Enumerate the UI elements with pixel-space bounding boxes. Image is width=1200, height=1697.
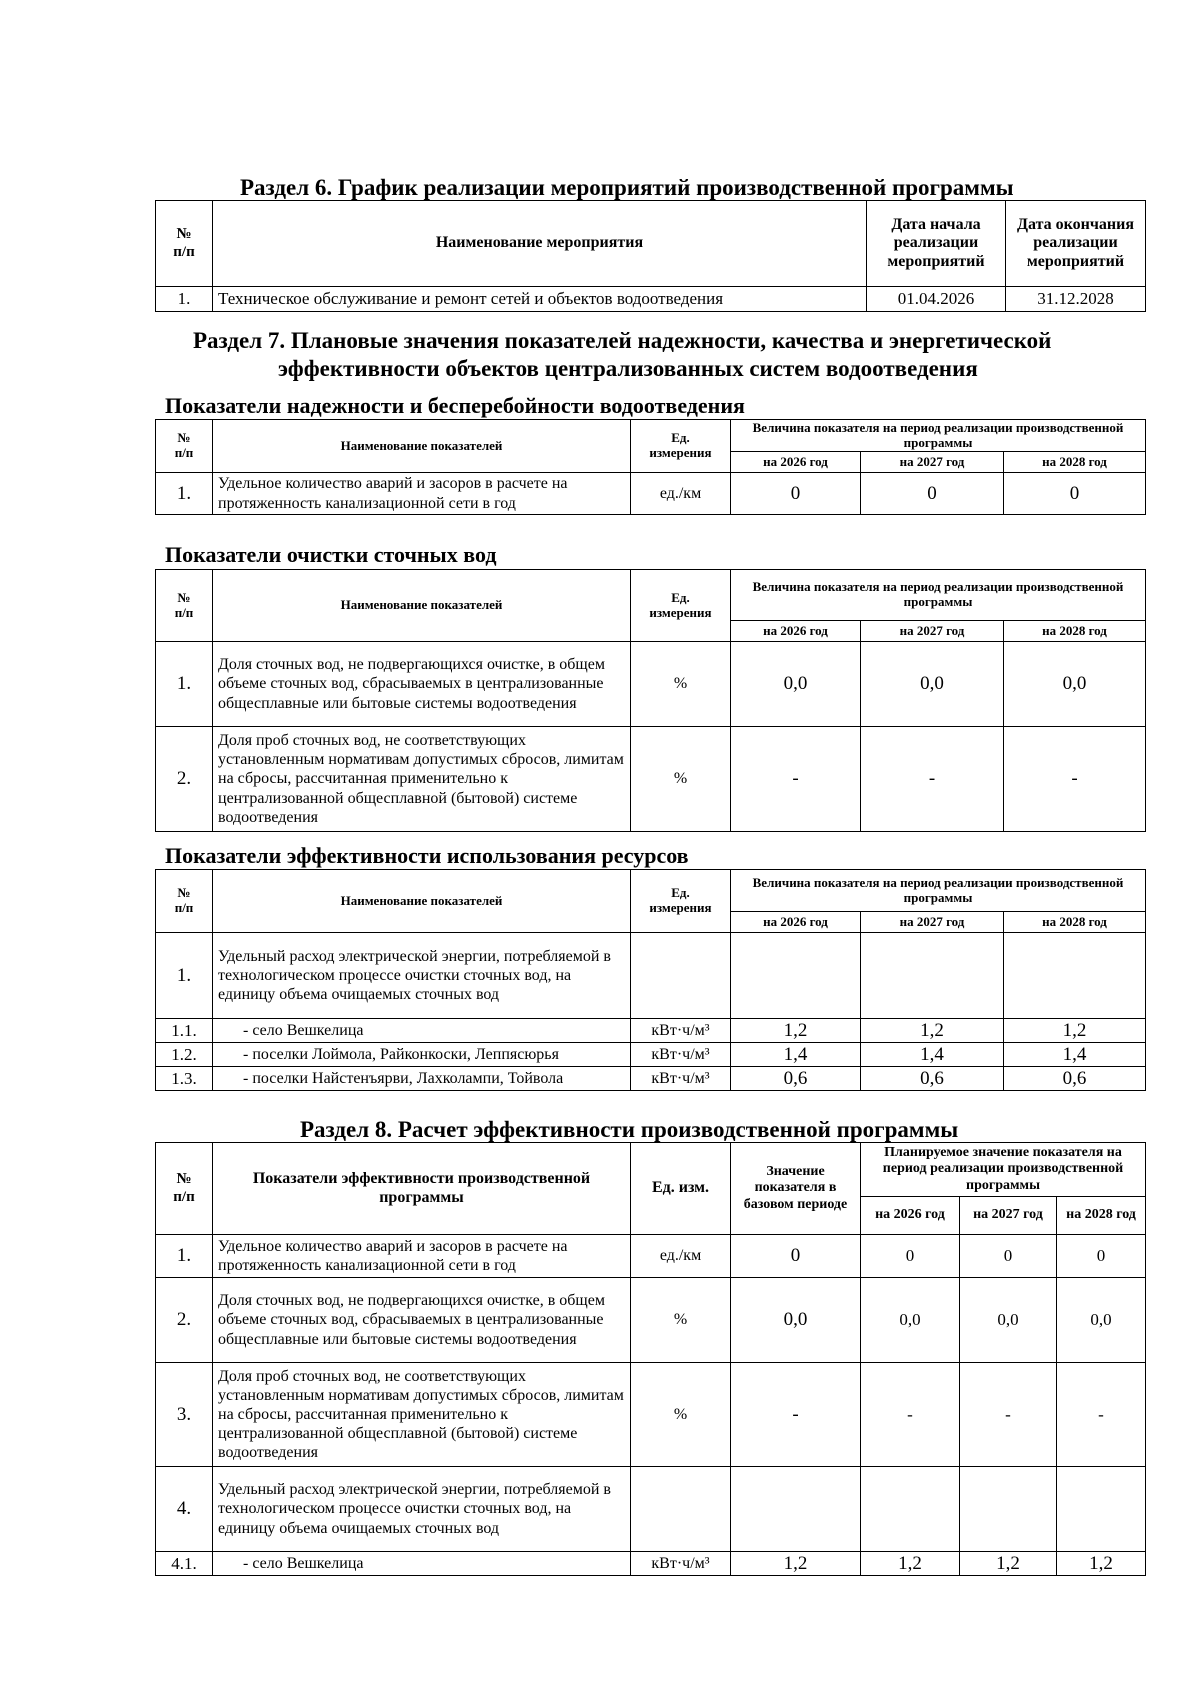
year-2026-header: на 2026 год [731, 912, 861, 933]
value-group-header: Величина показателя на период реализации производственной программы [731, 870, 1146, 912]
row-unit [631, 1467, 731, 1552]
row-value-2026: 0 [731, 473, 861, 515]
row-name: Техническое обслуживание и ремонт сетей и объектов водоотведения [213, 287, 867, 312]
section-7-title-line1: Раздел 7. Плановые значения показателей надежности, качества и энергетической [193, 328, 1052, 353]
row-unit: ед./км [631, 473, 731, 515]
year-2027-header: на 2027 год [861, 621, 1004, 642]
row-unit: кВт·ч/м³ [631, 1043, 731, 1067]
row-value-2028: 0,0 [1057, 1278, 1146, 1363]
row-num: 1. [156, 642, 213, 727]
row-value-2026 [731, 933, 861, 1019]
row-value-2027: 1,2 [861, 1019, 1004, 1043]
row-value-2028: 1,4 [1004, 1043, 1146, 1067]
col-name-header: Показатели эффективности производственной программы [213, 1143, 631, 1235]
row-base-value: - [731, 1363, 861, 1467]
row-base-value [731, 1467, 861, 1552]
row-unit: % [631, 1278, 731, 1363]
row-value-2026: 0,0 [731, 642, 861, 727]
row-num: 2. [156, 727, 213, 832]
row-num: 3. [156, 1363, 213, 1467]
row-value-2027: 1,2 [960, 1552, 1057, 1576]
col-num-header: № п/п [156, 201, 213, 287]
col-num-header: № п/п [156, 420, 213, 473]
row-name: Доля проб сточных вод, не соответствующих установленным нормативам допустимых сбросов, лимитам на сбросы, рассчитанная применительно к централизованной общесплавной (бытовой) системе водоотведения [213, 727, 631, 832]
row-unit: % [631, 642, 731, 727]
col-end-header: Дата окончания реализации мероприятий [1006, 201, 1146, 287]
col-num-header: № п/п [156, 870, 213, 933]
table-row [156, 1067, 1146, 1091]
row-unit: % [631, 727, 731, 832]
row-value-2026 [861, 1467, 960, 1552]
row-unit: кВт·ч/м³ [631, 1067, 731, 1091]
row-name: Доля сточных вод, не подвергающихся очистке, в общем объеме сточных вод, сбрасываемых в централизованные общесплавные или бытовые системы водоотведения [213, 642, 631, 727]
row-num: 1. [156, 1235, 213, 1278]
section-8-title: Раздел 8. Расчет эффективности производственной программы [300, 1117, 959, 1142]
row-num: 2. [156, 1278, 213, 1363]
col-name-header: Наименование показателей [213, 870, 631, 933]
row-name: Удельный расход электрической энергии, потребляемой в технологическом процессе очистки сточных вод, на единицу объема очищаемых сточных вод [213, 933, 631, 1019]
row-name: - село Вешкелица [213, 1019, 631, 1043]
row-value-2027: 0 [861, 473, 1004, 515]
row-unit: кВт·ч/м³ [631, 1019, 731, 1043]
row-value-2028 [1057, 1467, 1146, 1552]
row-unit: кВт·ч/м³ [631, 1552, 731, 1576]
row-value-2028: 0 [1004, 473, 1146, 515]
row-num: 1. [156, 473, 213, 515]
row-value-2026: - [731, 727, 861, 832]
row-unit [631, 933, 731, 1019]
row-base-value: 0,0 [731, 1278, 861, 1363]
row-unit: % [631, 1363, 731, 1467]
table-row [156, 1043, 1146, 1067]
table-row [156, 1363, 1146, 1467]
col-name-header: Наименование показателей [213, 570, 631, 642]
table-row [156, 1019, 1146, 1043]
row-value-2026: 1,4 [731, 1043, 861, 1067]
efficiency-table [155, 869, 1146, 1091]
year-2027-header: на 2027 год [960, 1197, 1057, 1235]
row-value-2028: 0 [1057, 1235, 1146, 1278]
row-value-2027: - [960, 1363, 1057, 1467]
row-value-2028 [1004, 933, 1146, 1019]
table-header-row [156, 201, 1146, 287]
row-num: 1. [156, 287, 213, 312]
row-name: Доля сточных вод, не подвергающихся очистке, в общем объеме сточных вод, сбрасываемых в централизованные общесплавные или бытовые системы водоотведения [213, 1278, 631, 1363]
row-value-2027: 0,0 [960, 1278, 1057, 1363]
table-row [156, 287, 1146, 312]
year-2028-header: на 2028 год [1004, 912, 1146, 933]
row-value-2026: 0 [861, 1235, 960, 1278]
row-num: 1.1. [156, 1019, 213, 1043]
row-base-value: 1,2 [731, 1552, 861, 1576]
row-base-value: 0 [731, 1235, 861, 1278]
col-start-header: Дата начала реализации мероприятий [867, 201, 1006, 287]
year-2026-header: на 2026 год [731, 621, 861, 642]
section-6-title: Раздел 6. График реализации мероприятий производственной программы [240, 175, 1014, 200]
col-num-header: № п/п [156, 570, 213, 642]
year-2028-header: на 2028 год [1004, 621, 1146, 642]
row-value-2026: 0,6 [731, 1067, 861, 1091]
table-row [156, 1278, 1146, 1363]
section-8-table [155, 1142, 1146, 1576]
row-value-2026: 1,2 [731, 1019, 861, 1043]
year-2027-header: на 2027 год [861, 912, 1004, 933]
row-value-2027: 0,6 [861, 1067, 1004, 1091]
table-row [156, 727, 1146, 832]
row-value-2028: 1,2 [1004, 1019, 1146, 1043]
row-name: - село Вешкелица [213, 1552, 631, 1576]
table-row [156, 1467, 1146, 1552]
year-2028-header: на 2028 год [1004, 452, 1146, 473]
row-num: 1. [156, 933, 213, 1019]
col-num-header: № п/п [156, 1143, 213, 1235]
reliability-table [155, 419, 1146, 515]
year-2028-header: на 2028 год [1057, 1197, 1146, 1235]
row-name: Удельный расход электрической энергии, потребляемой в технологическом процессе очистки сточных вод, на единицу объема очищаемых сточных вод [213, 1467, 631, 1552]
row-value-2026: 1,2 [861, 1552, 960, 1576]
treatment-table [155, 569, 1146, 832]
section-7-title-line2: эффективности объектов централизованных систем водоотведения [278, 356, 978, 381]
value-group-header: Величина показателя на период реализации производственной программы [731, 570, 1146, 621]
value-group-header: Величина показателя на период реализации производственной программы [731, 420, 1146, 452]
row-name: Доля проб сточных вод, не соответствующих установленным нормативам допустимых сбросов, лимитам на сбросы, рассчитанная применительно к централизованной общесплавной (бытовой) системе водоотведения [213, 1363, 631, 1467]
row-value-2027: 0,0 [861, 642, 1004, 727]
row-value-2028: 0,6 [1004, 1067, 1146, 1091]
row-value-2027 [861, 933, 1004, 1019]
row-end-date: 31.12.2028 [1006, 287, 1146, 312]
row-num: 4.1. [156, 1552, 213, 1576]
row-start-date: 01.04.2026 [867, 287, 1006, 312]
col-name-header: Наименование мероприятия [213, 201, 867, 287]
row-value-2028: 0,0 [1004, 642, 1146, 727]
row-num: 1.3. [156, 1067, 213, 1091]
reliability-title: Показатели надежности и бесперебойности водоотведения [165, 393, 745, 418]
col-unit-header: Ед. измерения [631, 870, 731, 933]
row-name: - поселки Лоймола, Райконкоски, Леппясюрья [213, 1043, 631, 1067]
row-value-2028: - [1004, 727, 1146, 832]
row-value-2026: 0,0 [861, 1278, 960, 1363]
row-name: Удельное количество аварий и засоров в расчете на протяженность канализационной сети в год [213, 1235, 631, 1278]
row-unit: ед./км [631, 1235, 731, 1278]
col-base-header: Значение показателя в базовом периоде [731, 1143, 861, 1235]
col-unit-header: Ед. измерения [631, 420, 731, 473]
table-row [156, 1235, 1146, 1278]
section-6-table [155, 200, 1146, 312]
plan-group-header: Планируемое значение показателя на период реализации производственной программы [861, 1143, 1146, 1197]
col-unit-header: Ед. измерения [631, 570, 731, 642]
table-row [156, 1552, 1146, 1576]
row-value-2027: 0 [960, 1235, 1057, 1278]
year-2026-header: на 2026 год [861, 1197, 960, 1235]
row-name: Удельное количество аварий и засоров в расчете на протяженность канализационной сети в год [213, 473, 631, 515]
row-num: 1.2. [156, 1043, 213, 1067]
year-2026-header: на 2026 год [731, 452, 861, 473]
row-value-2027: - [861, 727, 1004, 832]
row-num: 4. [156, 1467, 213, 1552]
col-unit-header: Ед. изм. [631, 1143, 731, 1235]
treatment-title: Показатели очистки сточных вод [165, 542, 497, 567]
row-value-2028: 1,2 [1057, 1552, 1146, 1576]
row-name: - поселки Найстенъярви, Лахколампи, Тойвола [213, 1067, 631, 1091]
col-name-header: Наименование показателей [213, 420, 631, 473]
efficiency-title: Показатели эффективности использования ресурсов [165, 843, 689, 868]
row-value-2028: - [1057, 1363, 1146, 1467]
row-value-2026: - [861, 1363, 960, 1467]
year-2027-header: на 2027 год [861, 452, 1004, 473]
table-row [156, 642, 1146, 727]
table-row [156, 473, 1146, 515]
row-value-2027: 1,4 [861, 1043, 1004, 1067]
table-row [156, 933, 1146, 1019]
row-value-2027 [960, 1467, 1057, 1552]
